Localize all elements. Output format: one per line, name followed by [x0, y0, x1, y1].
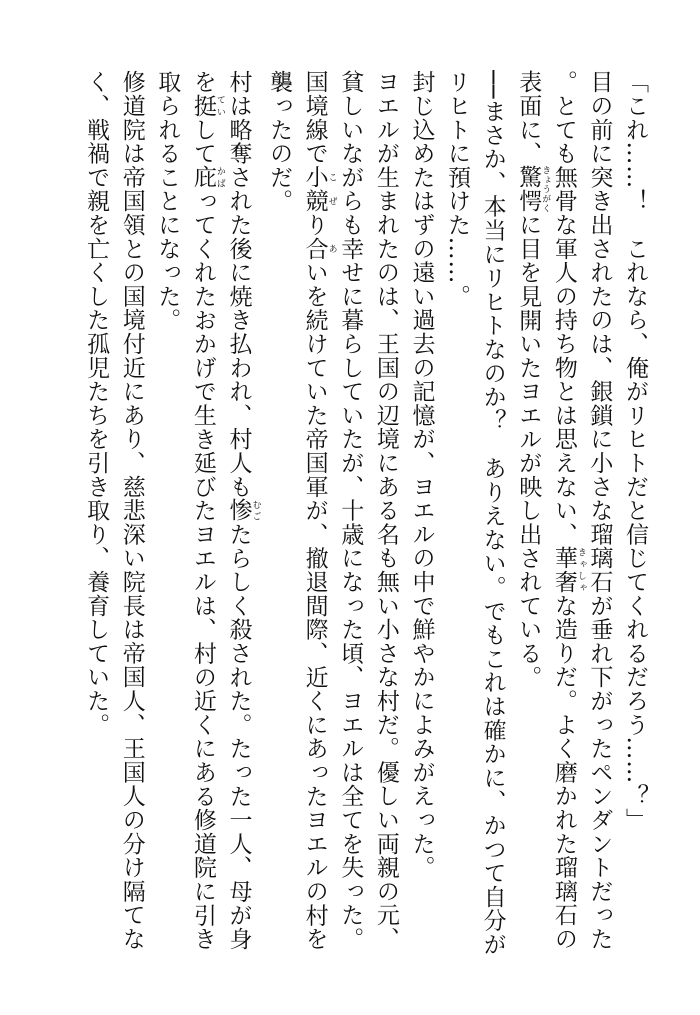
- paragraph: [260, 70, 402, 970]
- paragraph: [78, 70, 149, 970]
- ruby-annotation: [189, 165, 225, 190]
- ruby-annotation: [301, 165, 337, 213]
- text-run: 「これ……！ これなら、俺がリヒトだと信じてくれるだろう……？」: [622, 70, 648, 832]
- vertical-text-body: [48, 70, 652, 970]
- text-run: 修道院は帝国領との国境付近にあり、慈悲深い院長は帝国人、王国人の分け隔てなく、戦禍で親を亡くした孤児たちを引き取り、養育していた。: [83, 70, 145, 951]
- text-run: 目の前に突き出されたのは、銀鎖に小さな瑠璃石が垂れ下がったペンダントだった。とても無骨な軍人の持ち物とは思えない、: [550, 70, 613, 951]
- ruby-base: 惨: [225, 498, 252, 523]
- text-run: いを続けていた帝国軍が、撤退間際、近くにあったヨエルの村を襲ったのだ。: [266, 70, 328, 951]
- ruby-annotation: [189, 93, 225, 118]
- text-run: たらしく殺された。たった一人、母が身を: [189, 70, 252, 951]
- ruby-base: 華奢: [550, 546, 577, 594]
- ruby-reading: きょうがく: [540, 165, 551, 213]
- paragraph: [149, 70, 261, 970]
- ruby-base: 驚愕: [515, 165, 542, 213]
- ruby-reading: むご: [250, 498, 261, 523]
- text-run: ってくれたおかげで生き延びたヨエルは、村の近くにある修道院に引き取られることになった。: [154, 70, 216, 951]
- ruby-annotation: [515, 165, 551, 213]
- text-run: り: [301, 212, 328, 237]
- ruby-base: 小競: [301, 165, 328, 213]
- ruby-reading: かば: [214, 165, 225, 190]
- ruby-annotation: [301, 236, 337, 261]
- paragraph: [403, 70, 439, 970]
- ruby-base: 合: [301, 236, 328, 261]
- text-run: に目を見開いたヨエルが映し出されている。: [515, 212, 542, 689]
- ruby-reading: きゃしゃ: [575, 546, 586, 594]
- ruby-reading: こぜ: [326, 165, 337, 213]
- text-run: 封じ込めたはずの遠い過去の記憶が、ヨエルの中で鮮やかによみがえった。: [408, 70, 435, 880]
- text-run: ヨエルが生まれたのは、王国の辺境にある名も無い小さな村だ。優しい両親の元、貧しいながらも幸せに暮らしていたが、十歳になった頃、ヨエルは全てを失った。国境線で: [301, 70, 399, 951]
- ruby-reading: あ: [326, 236, 337, 261]
- text-run: 村は略奪された後に焼き払われ、村人も: [225, 70, 252, 499]
- text-run: ──まさか、本当にリヒトなのか？ ありえない。でもこれは確かに、かつて自分がリヒトに預けた……。: [444, 70, 506, 957]
- ruby-base: 挺: [189, 93, 216, 118]
- ruby-reading: てい: [214, 93, 225, 118]
- paragraph: [438, 70, 509, 970]
- text-run: な造りだ。よく磨かれた瑠璃石の表面に、: [515, 70, 577, 951]
- text-run: して: [189, 117, 216, 166]
- ruby-base: 庇: [189, 165, 216, 190]
- ruby-annotation: [550, 546, 586, 594]
- ruby-annotation: [225, 498, 261, 523]
- paragraph: [510, 70, 617, 970]
- paragraph: [616, 70, 652, 970]
